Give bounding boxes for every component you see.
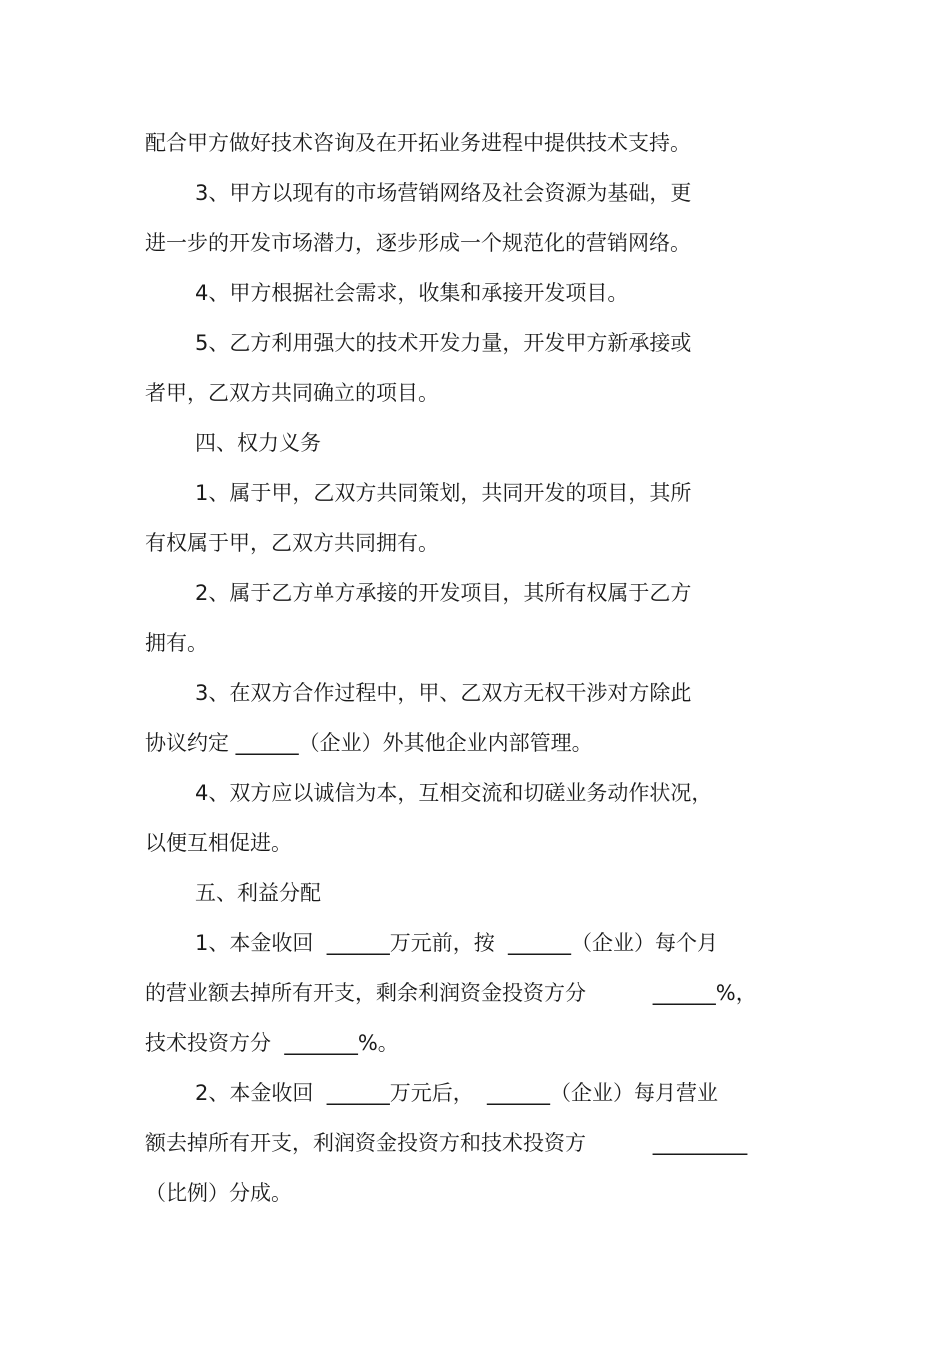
- clause-line: 4、双方应以诚信为本，互相交流和切磋业务动作状况，: [195, 781, 713, 805]
- clause-line: 5、乙方利用强大的技术开发力量，开发甲方新承接或: [195, 331, 692, 355]
- body-line: 的营业额去掉所有开支，剩余利润资金投资方分 ______%，: [145, 981, 757, 1005]
- body-line: 以便互相促进。: [145, 831, 292, 855]
- body-line: 协议约定 ______（企业）外其他企业内部管理。: [145, 731, 593, 755]
- body-line: 进一步的开发市场潜力，逐步形成一个规范化的营销网络。: [145, 231, 691, 255]
- body-line: 有权属于甲，乙双方共同拥有。: [145, 531, 439, 555]
- body-line: 配合甲方做好技术咨询及在开拓业务进程中提供技术支持。: [145, 131, 691, 155]
- body-line: 技术投资方分 _______%。: [145, 1031, 399, 1055]
- body-line: 者甲，乙双方共同确立的项目。: [145, 381, 439, 405]
- body-line: 拥有。: [145, 631, 208, 655]
- clause-line: 2、本金收回 ______万元后， ______（企业）每月营业: [195, 1081, 719, 1105]
- clause-line: 1、属于甲，乙双方共同策划，共同开发的项目，其所: [195, 481, 692, 505]
- body-line: （比例）分成。: [145, 1181, 292, 1205]
- section-heading: 四、权力义务: [195, 431, 321, 455]
- clause-line: 2、属于乙方单方承接的开发项目，其所有权属于乙方: [195, 581, 692, 605]
- clause-line: 3、甲方以现有的市场营销网络及社会资源为基础，更: [195, 181, 692, 205]
- clause-line: 3、在双方合作过程中，甲、乙双方无权干涉对方除此: [195, 681, 692, 705]
- section-heading: 五、利益分配: [195, 881, 321, 905]
- body-line: 额去掉所有开支，利润资金投资方和技术投资方 _________: [145, 1131, 748, 1155]
- clause-line: 1、本金收回 ______万元前，按 ______（企业）每个月: [195, 931, 719, 955]
- clause-line: 4、甲方根据社会需求，收集和承接开发项目。: [195, 281, 629, 305]
